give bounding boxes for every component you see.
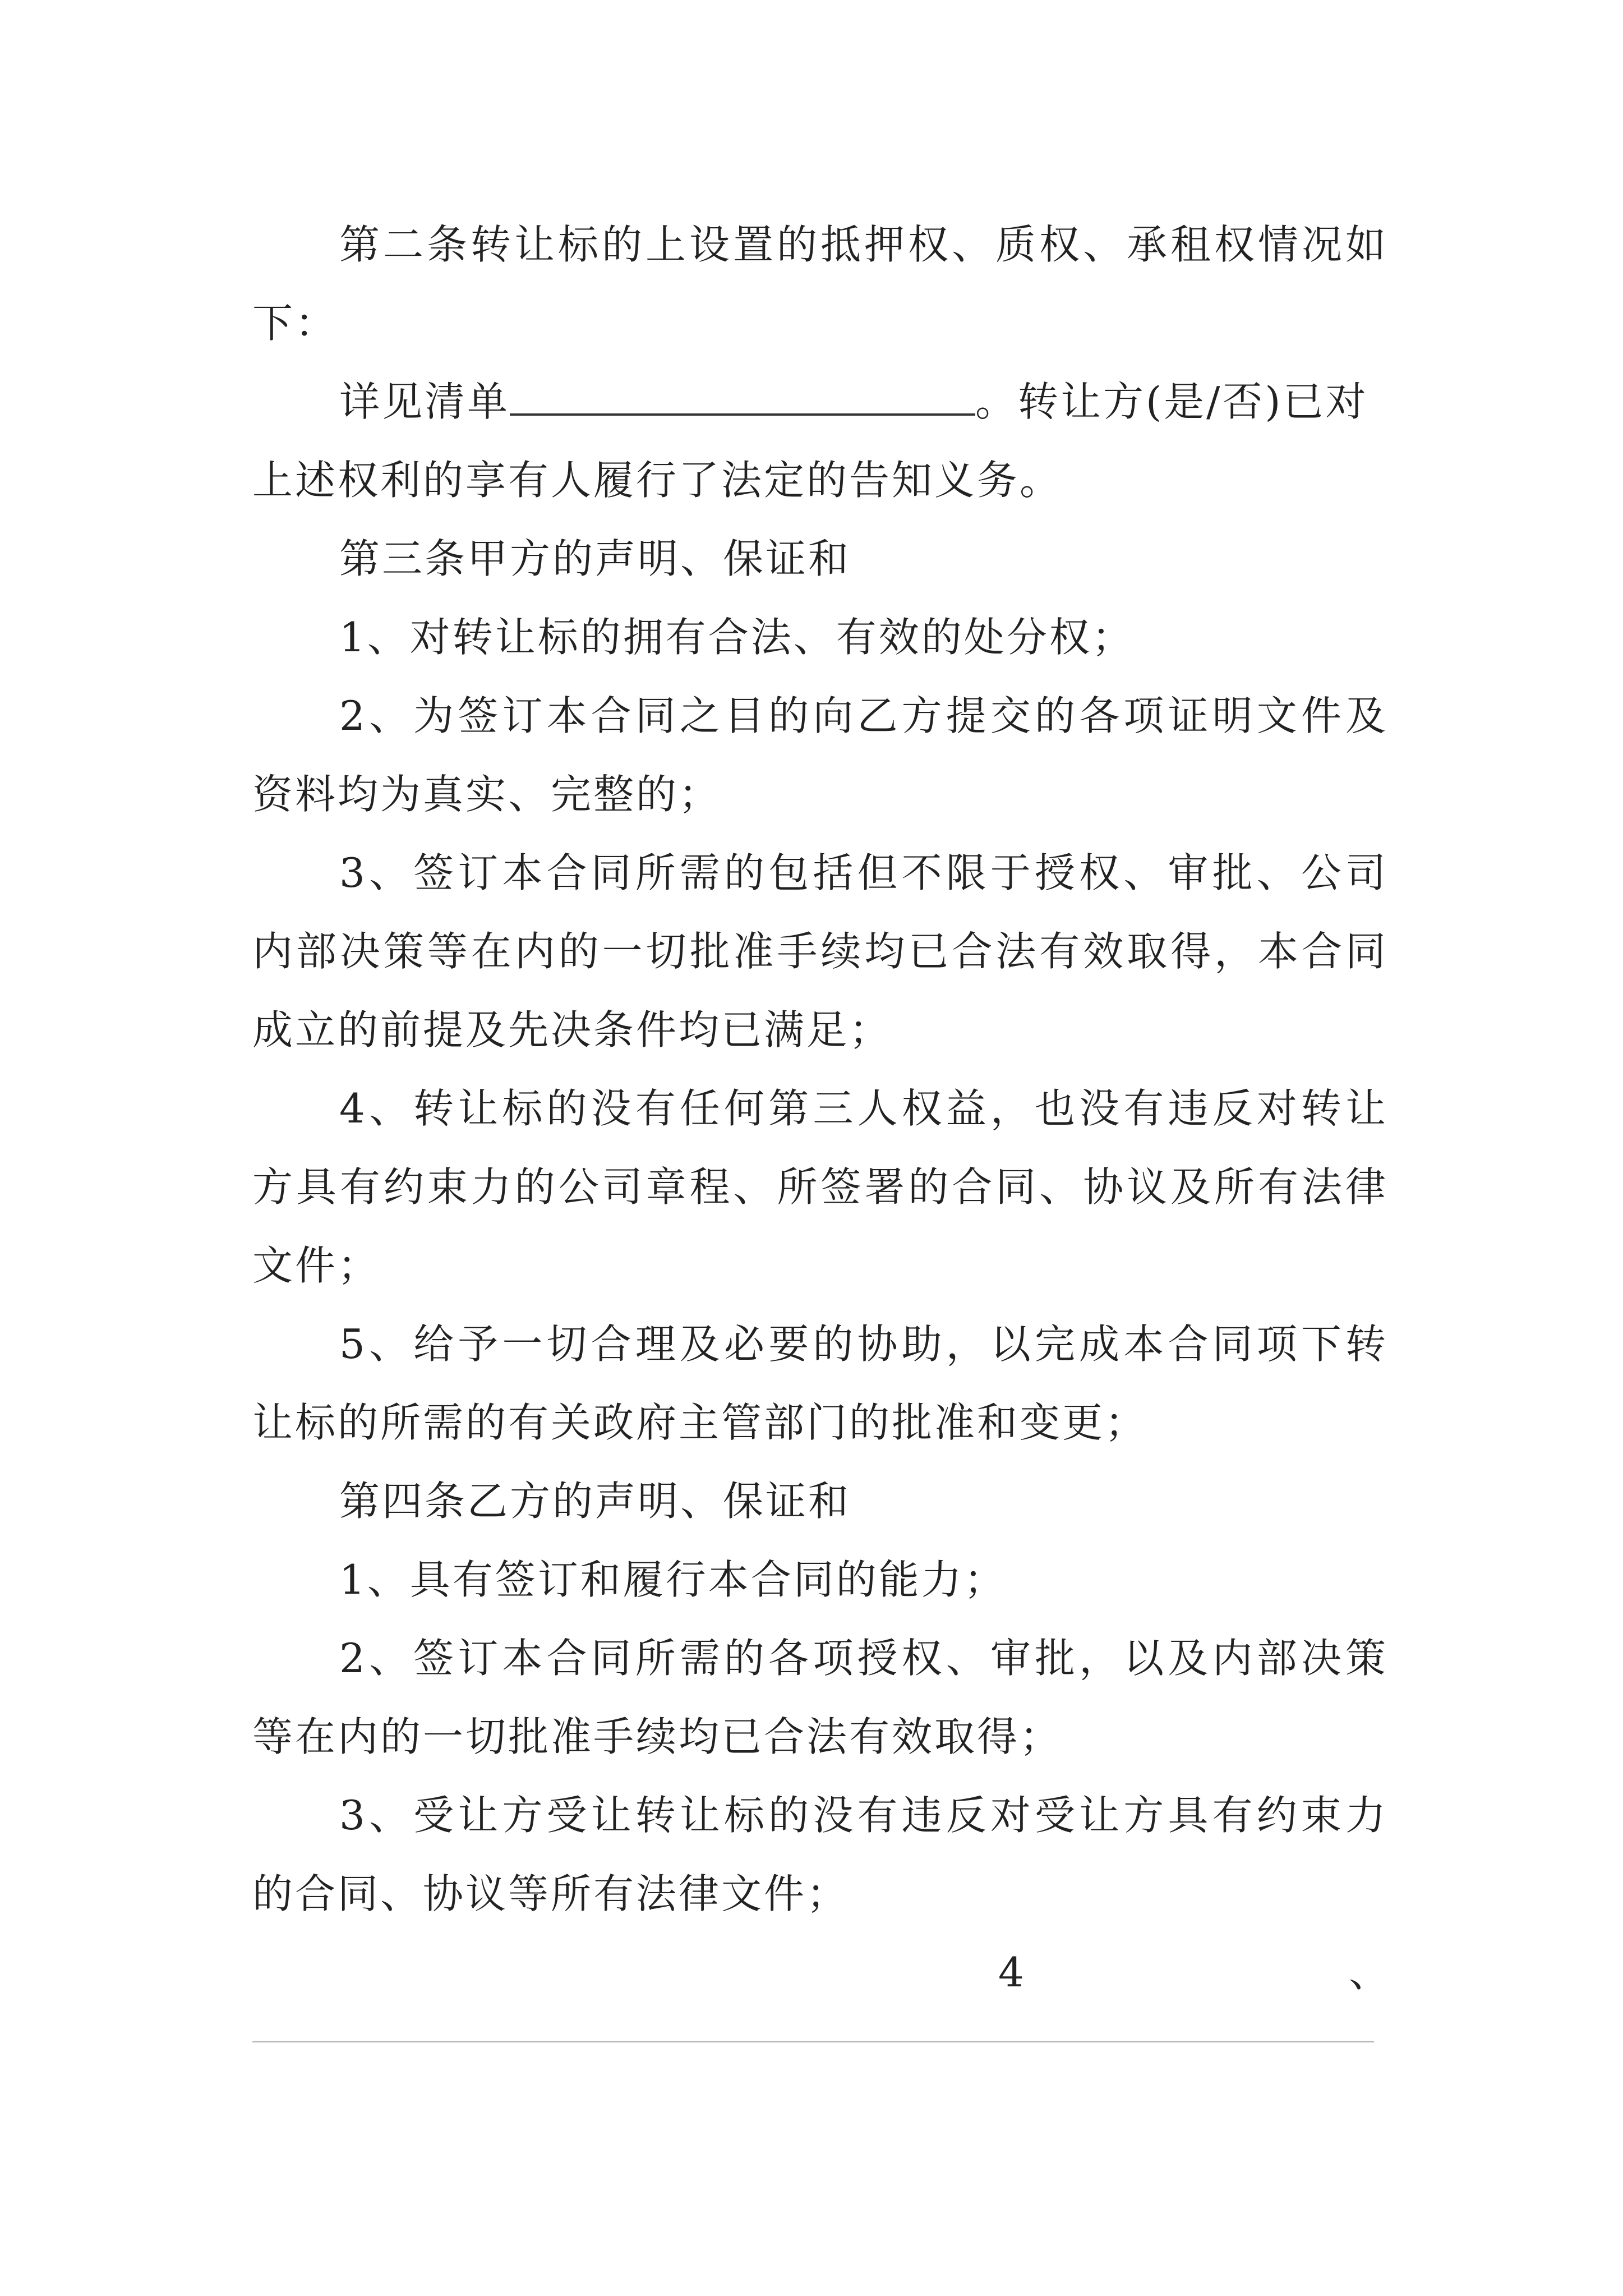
- clause-3-heading: 第三条甲方的声明、保证和: [339, 535, 851, 582]
- clause-3-item-5-line-1: 5、给予一切合理及必要的协助，以完成本合同项下转: [339, 1320, 1388, 1368]
- clause-3-item-2-line-1: 2、为签订本合同之目的向乙方提交的各项证明文件及: [339, 692, 1388, 739]
- clause-2-line-1: 第二条转让标的上设置的抵押权、质权、承租权情况如: [339, 221, 1388, 268]
- clause-3-item-3-line-2: 内部决策等在内的一切批准手续均已合法有效取得，本合同: [252, 928, 1388, 975]
- page-footer-rule: [252, 2041, 1374, 2042]
- list-reference-tail: 。转让方(是/否)已对: [975, 378, 1368, 425]
- clause-3-item-3-line-3: 成立的前提及先决条件均已满足；: [252, 1006, 892, 1053]
- clause-3-item-4-line-1: 4、转让标的没有任何第三人权益，也没有违反对转让: [339, 1085, 1388, 1132]
- clause-4-item-3-line-1: 3、受让方受让转让标的没有违反对受让方具有约束力: [339, 1792, 1388, 1839]
- clause-4-item-4-separator: 、: [1349, 1949, 1392, 1996]
- notice-obligation-line: 上述权利的享有人履行了法定的告知义务。: [252, 457, 1063, 504]
- clause-4-item-2-line-2: 等在内的一切批准手续均已合法有效取得；: [252, 1713, 1063, 1760]
- clause-4-heading: 第四条乙方的声明、保证和: [339, 1478, 851, 1525]
- clause-2-line-2: 下：: [252, 300, 338, 347]
- clause-3-item-4-line-3: 文件；: [252, 1242, 381, 1289]
- clause-4-item-2-line-1: 2、签订本合同所需的各项授权、审批，以及内部决策: [339, 1635, 1388, 1682]
- list-blank-field: [510, 379, 975, 416]
- clause-4-item-3-line-2: 的合同、协议等所有法律文件；: [252, 1870, 850, 1917]
- list-reference-line: [339, 374, 1388, 430]
- clause-4-item-4-number: 4: [998, 1949, 1026, 1996]
- clause-3-item-5-line-2: 让标的所需的有关政府主管部门的批准和变更；: [252, 1399, 1148, 1446]
- clause-3-item-1: 1、对转让标的拥有合法、有效的处分权；: [339, 614, 1135, 661]
- clause-3-item-4-line-2: 方具有约束力的公司章程、所签署的合同、协议及所有法律: [252, 1163, 1388, 1211]
- clause-3-item-2-line-2: 资料均为真实、完整的；: [252, 771, 722, 818]
- clause-4-item-1: 1、具有签订和履行本合同的能力；: [339, 1556, 1007, 1603]
- list-reference-label: 详见清单: [339, 378, 510, 425]
- clause-3-item-3-line-1: 3、签订本合同所需的包括但不限于授权、审批、公司: [339, 849, 1388, 896]
